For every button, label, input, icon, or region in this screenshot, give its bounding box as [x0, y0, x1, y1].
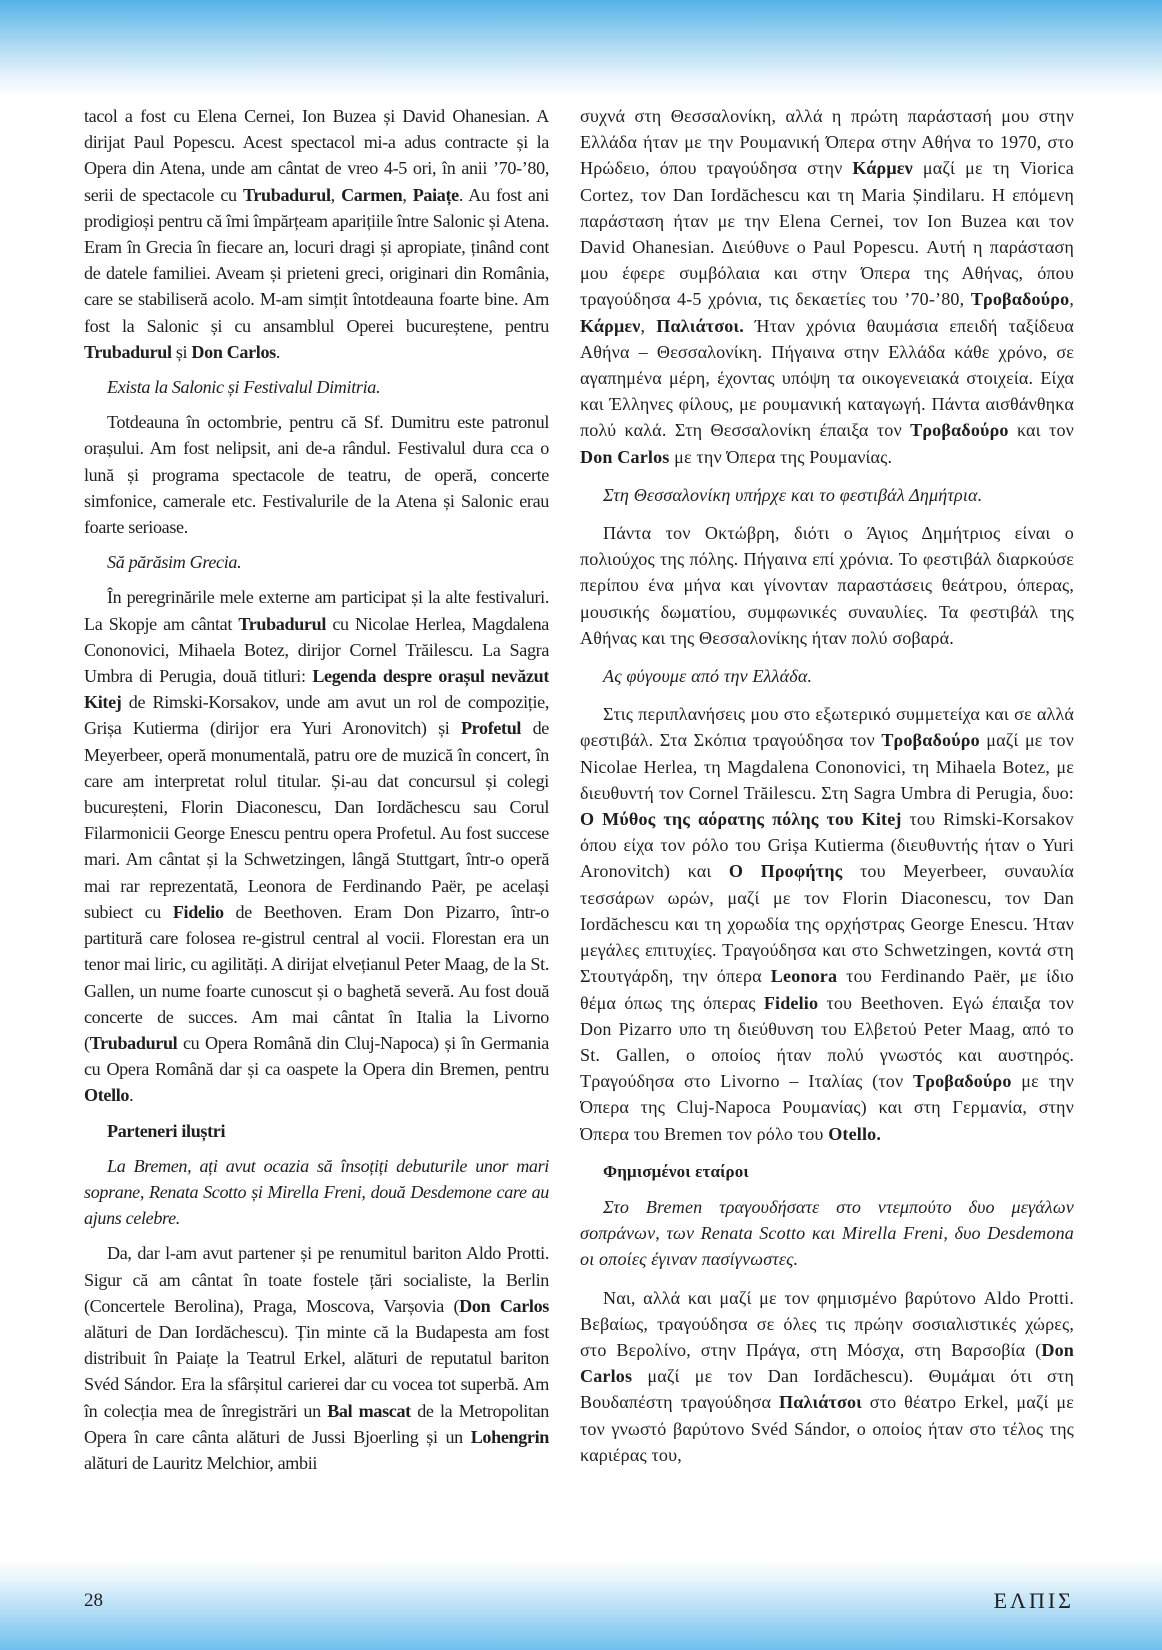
interview-question — [84, 549, 549, 575]
text-run: Totdeauna în octombrie, pentru că Sf. Dumitru este patronul orașului. Am fost nelipsit, ani de-a rândul. Festivalul dura cca o lună și programa spectacole de teatru, de operă, concerte simfonice, camerale etc. Festivalurile de la Atena și Salonic erau foarte serioase. — [84, 412, 549, 538]
paragraph — [580, 701, 1074, 1146]
text-run: Ας φύγουμε από την Ελλάδα. — [603, 666, 813, 687]
text-run: μαζί με τη Viorica Cortez, τον Dan Iordăchescu και τη Maria Șindilaru. Η επόμενη παράσταση ήταν με την Elena Cernei, τον Ion Buzea και τον David Ohanesian. Διεύθυνε ο Paul Popescu. Αυτή η παράσταση μου έφερε συμβόλαια και στην Όπερα της Αθήνας, όπου τραγούδησα 4-5 χρόνια, τις δεκαετίες του ’70-’80, — [580, 158, 1074, 310]
bold-title: Τροβαδούρο — [910, 420, 1009, 441]
bold-title: Trubadurul — [89, 1032, 178, 1053]
text-run: Πάντα τον Οκτώβρη, διότι ο Άγιος Δημήτριος είναι ο πολιούχος της πόλης. Πήγαινα επί χρόνια. Το φεστιβάλ διαρκούσε περίπου ένα μήνα και γίνονταν παραστάσεις θεάτρου, όπερας, μουσικής δωματίου, συμφωνικές συναυλίες. Τα φεστιβάλ της Αθήνας και της Θεσσαλονίκης ήταν πολύ σοβαρά. — [580, 523, 1074, 648]
text-run: , — [1069, 289, 1074, 310]
text-run: στο θέατρο Erkel, μαζί με τον γνωστό βαρύτονο Svéd Sándor, ο οποίος ήταν στο τέλος της καριέρας του, — [580, 1392, 1074, 1465]
interview-question — [580, 1194, 1074, 1273]
bold-title: Τροβαδούρο — [970, 289, 1070, 310]
text-run: , — [402, 184, 413, 205]
interview-question — [84, 1153, 549, 1232]
text-run: de Meyerbeer, operă monumentală, patru ore de muzică în concert, în care am interpretat rolul titular. Și-au dat concursul și colegi bucureșteni, Florin Diaconescu, Dan Iordăchescu sau Corul Filarmonicii George Enescu pentru opera Profetul. Au fost succese mari. Am cântat și la Schwetzingen, lângă Stuttgart, într-o operă mai rar reprezentată, Leonora de Ferdinando Paër, pe același subiect cu — [84, 718, 549, 922]
text-run: μαζί με τον Nicolae Herlea, τη Magdalena Cononovici, τη Mihaela Botez, με διευθυντή τον Cornel Trăilescu. Στη Sagra Umbra di Perugia, δυο: — [580, 730, 1074, 803]
bold-title: Trubadurul — [242, 184, 331, 205]
text-run: și — [171, 341, 192, 362]
bold-title: Lohengrin — [470, 1426, 549, 1447]
text-run: Στις περιπλανήσεις μου στο εξωτερικό συμμετείχα και σε αλλά φεστιβάλ. Στα Σκόπια τραγούδησα τον — [580, 704, 1074, 751]
text-run: . Au fost ani prodigioși pentru că îmi împărțeam aparițiile între Salonic și Atena. Eram în Grecia în fiecare an, locuri dragi și apropiate, ținând cont de datele familiei. Aveam și prieteni greci, originari din România, care se stabiliseră acolo. M-am simțit întotdeauna foarte bine. Am fost la Salonic și cu ansamblul Operei bucureștene, pentru — [84, 184, 549, 336]
text-run: În peregrinările mele externe am participat și la alte festivaluri. La Skopje am cântat — [84, 587, 549, 634]
bold-title: Otello. — [828, 1123, 881, 1144]
bold-title: Ο Μύθος της αόρατης πόλης του Kitej — [580, 809, 902, 830]
bold-title: Ο Προφήτης — [728, 861, 843, 882]
paragraph — [580, 520, 1074, 651]
text-run: alături de Lauritz Melchior, ambii — [84, 1452, 318, 1473]
text-run: . — [129, 1085, 134, 1106]
text-run: de Rimski-Korsakov, unde am avut un rol de compoziție, Grișa Kutierma (dirijor era Yuri Aronovitch) și — [84, 692, 549, 739]
page-number: 28 — [84, 1590, 103, 1611]
text-run: Da, dar l-am avut partener și pe renumitul bariton Aldo Protti. Sigur că am cântat în toate fostele țări socialiste, la Berlin (Concertele Berolina), Praga, Moscova, Varșovia ( — [84, 1243, 549, 1316]
text-run: μαζί με τον Dan Iordăchescu). Θυμάμαι ότι στη Βουδαπέστη τραγούδησα — [580, 1366, 1074, 1413]
text-run: του Beethoven. Εγώ έπαιξα τον Don Pizarro υπο τη διεύθυνση του Ελβετού Peter Maag, από το St. Gallen, ο οποίος ήταν πολύ γνωστός και αυστηρός. Τραγούδησα στο Livorno – Ιταλίας (τον — [580, 992, 1074, 1092]
text-run: Exista la Salonic și Festivalul Dimitria. — [107, 377, 381, 398]
text-run: με την Όπερα της Cluj-Napoca Ρουμανίας) και στη Γερμανία, στην Όπερα του Bremen τον ρόλο του — [580, 1071, 1074, 1144]
bold-title: Don Carlos — [459, 1295, 549, 1316]
text-run: cu Nicolae Herlea, Magdalena Cononovici, Mihaela Botez, dirijor Cornel Trăilescu. La Sagra Umbra di Perugia, două titluri: — [84, 613, 549, 687]
paragraph — [84, 409, 549, 540]
bold-title: Παλιάτσοι — [778, 1392, 862, 1413]
text-run: Parteneri iluștri — [107, 1120, 226, 1141]
bold-title: Paiațe — [412, 184, 459, 205]
text-run: cu Opera Română din Cluj-Napoca) și în Germania cu Opera Română dar și ca oaspete la Opera din Bremen, pentru — [84, 1032, 549, 1080]
interview-question — [580, 663, 1074, 689]
bold-title: Don Carlos — [191, 341, 276, 362]
bold-title: Leonora — [770, 966, 838, 987]
text-run: και τον — [1008, 420, 1074, 441]
paragraph — [580, 1285, 1074, 1468]
bold-title: Legenda despre orașul nevăzut Kitej — [84, 666, 549, 713]
text-run: με την Όπερα της Ρουμανίας. — [669, 446, 893, 467]
text-run: συχνά στη Θεσσαλονίκη, αλλά η πρώτη παράστασή μου στην Ελλάδα ήταν με την Ρουμανική Όπερα στην Αθήνα το 1970, στο Ηρώδειο, όπου τραγούδησα στην — [580, 106, 1074, 179]
journal-name: ΕΛΠΙΣ — [993, 1588, 1074, 1613]
bold-title: Παλιάτσοι. — [656, 315, 744, 336]
text-run: του Ferdinando Paër, με ίδιο θέμα όπως της όπερας — [580, 966, 1074, 1013]
text-run: του Rimski-Korsakov όπου είχα τον ρόλο του Grișa Kutierma (διευθυντής ήταν ο Yuri Aronovitch) και — [580, 809, 1074, 882]
section-heading — [84, 1118, 549, 1144]
paragraph — [84, 584, 549, 1108]
bold-title: Profetul — [460, 718, 522, 739]
paragraph — [84, 1240, 549, 1476]
bold-title: Τροβαδούρο — [913, 1071, 1012, 1092]
text-run: , — [640, 315, 657, 336]
left-text-column — [84, 103, 549, 1565]
bold-title: Otello — [84, 1085, 130, 1106]
interview-question — [580, 482, 1074, 508]
text-run: του Meyerbeer, συναυλία τεσσάρων ωρών, μαζί με τον Florin Diaconescu, τον Dan Iordăchescu και τη χορωδία της ορχήστρας George Enescu. Ήταν μεγάλες επιτυχίες. Τραγούδησα και στο Schwetzingen, κοντά στη Στουτγάρδη, την όπερα — [580, 861, 1074, 987]
text-run: , — [330, 184, 342, 205]
text-run: alături de Dan Iordăchescu). Țin minte că la Budapesta am fost distribuit în Paiațe la Teatrul Erkel, alături de reputatul bariton Svéd Sándor. Era la sfârșitul carierei dar cu vocea tot superbă. Am în colecția mea de înregistrări un — [84, 1321, 549, 1421]
text-run: Στη Θεσσαλονίκη υπήρχε και το φεστιβάλ Δημήτρια. — [603, 484, 983, 505]
right-text-column — [580, 103, 1074, 1565]
text-run: tacol a fost cu Elena Cernei, Ion Buzea și David Ohanesian. A dirijat Paul Popescu. Acest spectacol mi-a adus contracte și la Opera din Atena, unde am cântat de vreo 4-5 ori, în anii ’70-’80, serii de spectacole cu — [84, 106, 549, 205]
bold-title: Don Carlos — [580, 446, 670, 467]
bold-title: Fidelio — [763, 992, 819, 1013]
bold-title: Κάρμεν — [580, 315, 641, 336]
bold-title: Trubadurul — [238, 613, 327, 634]
interview-question — [84, 374, 549, 400]
section-heading — [580, 1159, 1074, 1185]
bold-title: Carmen — [341, 184, 403, 205]
text-run: Στο Bremen τραγουδήσατε στο ντεμπούτο δυο μεγάλων σοπράνων, των Renata Scotto και Mirella Freni, δυο Desdemona οι οποίες έγιναν πασίγνωστες. — [580, 1196, 1074, 1270]
bold-title: Κάρμεν — [852, 158, 913, 179]
bold-title: Τροβαδούρο — [881, 730, 980, 751]
text-run: Să părăsim Grecia. — [107, 552, 242, 573]
text-run: La Bremen, ați avut ocazia să însoțiți debuturile unor mari soprane, Renata Scotto și Mirella Freni, două Desdemone care au ajuns celebre. — [84, 1155, 549, 1229]
text-run: Ναι, αλλά και μαζί με τον φημισμένο βαρύτονο Aldo Protti. Βεβαίως, τραγούδησα σε όλες τις πρώην σοσιαλιστικές χώρες, στο Βερολίνο, στην Πράγα, στη Μόσχα, στη Βαρσοβία ( — [580, 1287, 1074, 1360]
footer-gradient-band — [0, 1560, 1162, 1650]
text-run: . — [275, 341, 281, 362]
bold-title: Trubadurul — [84, 341, 172, 362]
text-run: Φημισμένοι εταίροι — [603, 1161, 749, 1181]
text-run: Ήταν χρόνια θαυμάσια επειδή ταξίδευα Αθήνα – Θεσσαλονίκη. Πήγαινα στην Ελλάδα κάθε χρόνο, σε αγαπημένα μέρη, έχοντας υπόψη τα οικογενειακά στοιχεία. Είχα και Έλληνες φίλους, με ρουμανική καταγωγή. Πάντα αισθάνθηκα πολύ καλά. Στη Θεσσαλονίκη έπαιξα τον — [580, 315, 1074, 441]
paragraph-continuation — [580, 103, 1074, 470]
bold-title: Fidelio — [172, 901, 224, 922]
text-run: de Beethoven. Eram Don Pizarro, într-o partitură care folosea re-gistrul central al vocii. Florestan era un tenor mai liric, cu agilități. A dirijat elvețianul Peter Maag, de la St. Gallen, un nume foarte cunoscut și o baghetă severă. Au fost două concerte de succes. Am mai cântat în Italia la Livorno ( — [84, 901, 549, 1053]
bold-title: Don Carlos — [580, 1339, 1074, 1387]
header-gradient-band — [0, 0, 1162, 96]
text-run: de la Metropolitan Opera în care cânta alături de Jussi Bjoerling și un — [84, 1400, 549, 1447]
paragraph-continuation — [84, 103, 549, 365]
bold-title: Bal mascat — [327, 1400, 411, 1421]
